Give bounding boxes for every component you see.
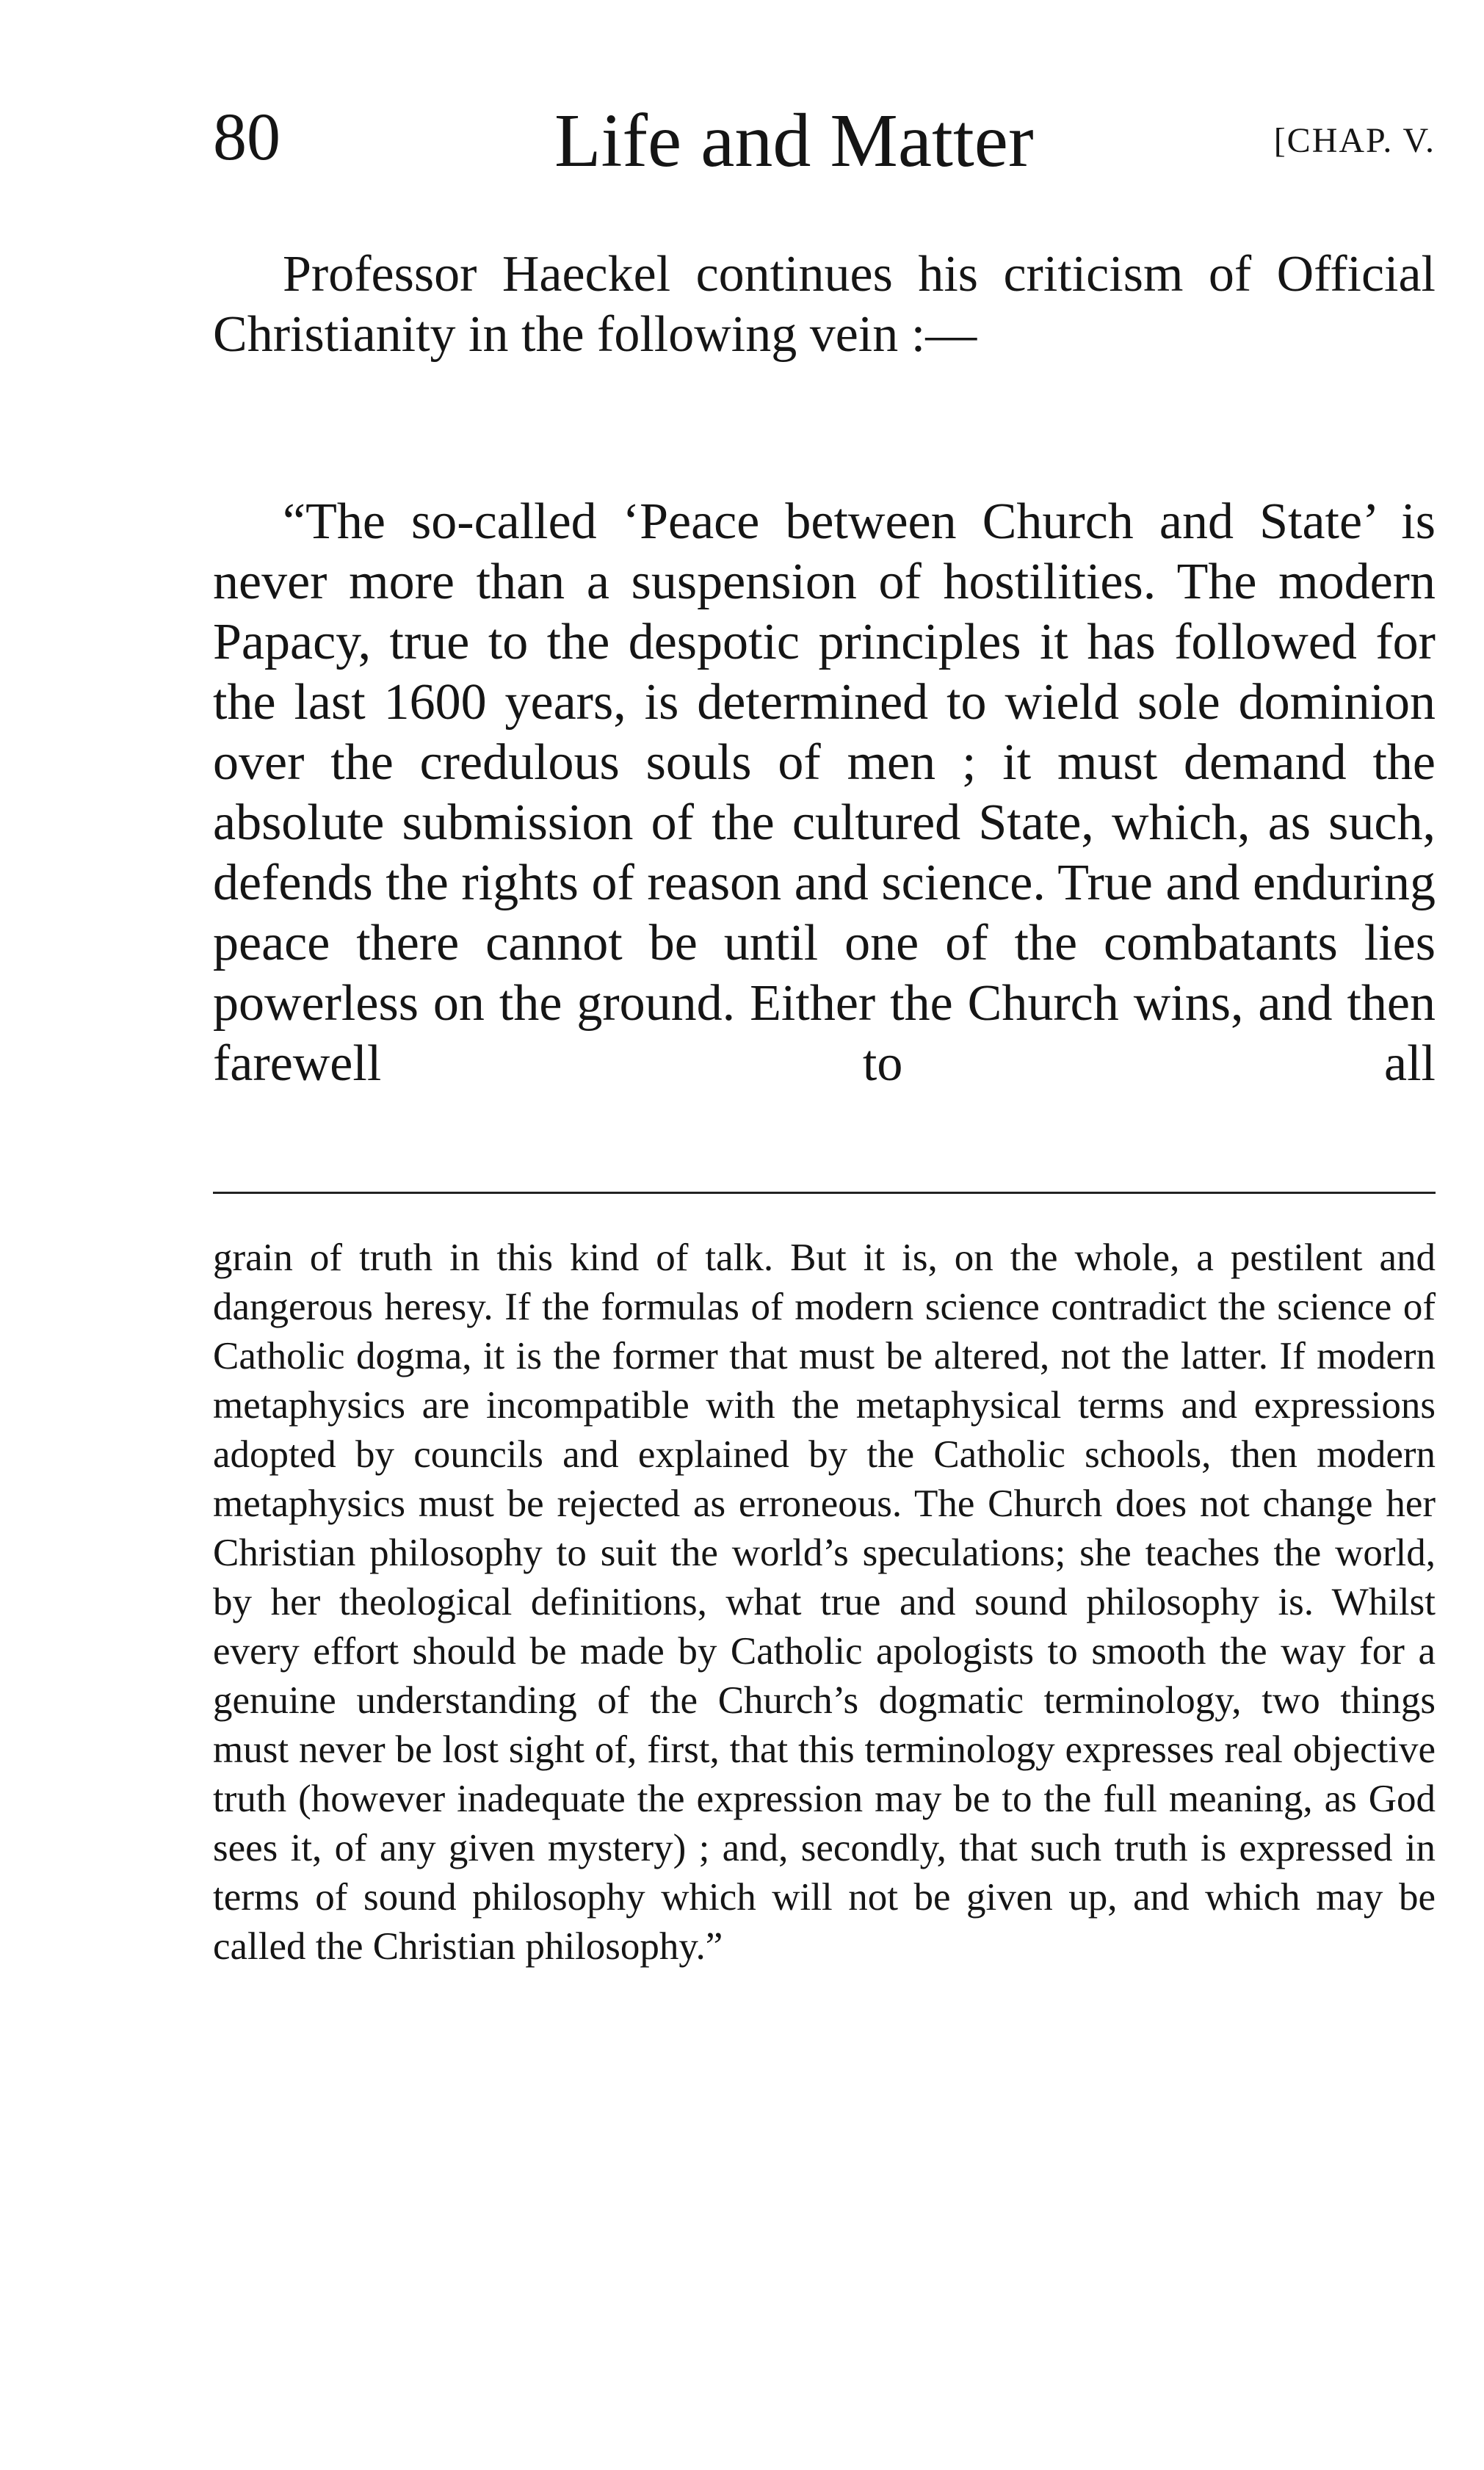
page-number: 80 [213, 99, 280, 174]
chapter-reference: [CHAP. V. [1273, 121, 1436, 160]
intro-paragraph: Professor Haeckel continues his criticism of Official Christianity in the following vein :— [213, 246, 1436, 363]
footnote-text: grain of truth in this kind of talk. But it is, on the whole, a pestilent and dangerous heresy. If the formulas of modern science contradict the science of Catholic dogma, it is the former that must be altered, not the latter. If modern metaphysics are incompatible with the metaphysical terms and expressions adopted by councils and explained by the Catholic schools, then modern metaphysics must be rejected as erroneous. The Church does not change her Christian philosophy to suit the world’s speculations; she teaches the world, by her theological definitions, what true and sound philosophy is. Whilst every effort should be made by Catholic apologists to smooth the way for a genuine understanding of the Church’s dogmatic terminology, two things must never be lost sight of, first, that this terminology expresses real objective truth (however inadequate the expression may be to the full meaning, as God sees it, of any given mystery) ; and, secondly, that such truth is expressed in terms of sound philosophy which will not be given up, and which may be called the Christian philosophy.” [213, 1236, 1436, 1968]
footnote-divider [213, 1192, 1436, 1194]
page-header [213, 98, 1436, 191]
quotation-block [213, 492, 1436, 1094]
intro-paragraph-block [213, 245, 1436, 365]
running-title: Life and Matter [554, 98, 1034, 183]
quotation-paragraph: “The so-called ‘Peace between Church and State’ is never more than a suspension of hostilities. The modern Papacy, true to the despotic principles it has followed for the last 1600 years, is determined to wield sole dominion over the credulous souls of men ; it must demand the absolute submission of the cultured State, which, as such, defends the rights of reason and science. True and enduring peace there cannot be until one of the combatants lies powerless on the ground. Either the Church wins, and then farewell to all [213, 493, 1436, 1092]
